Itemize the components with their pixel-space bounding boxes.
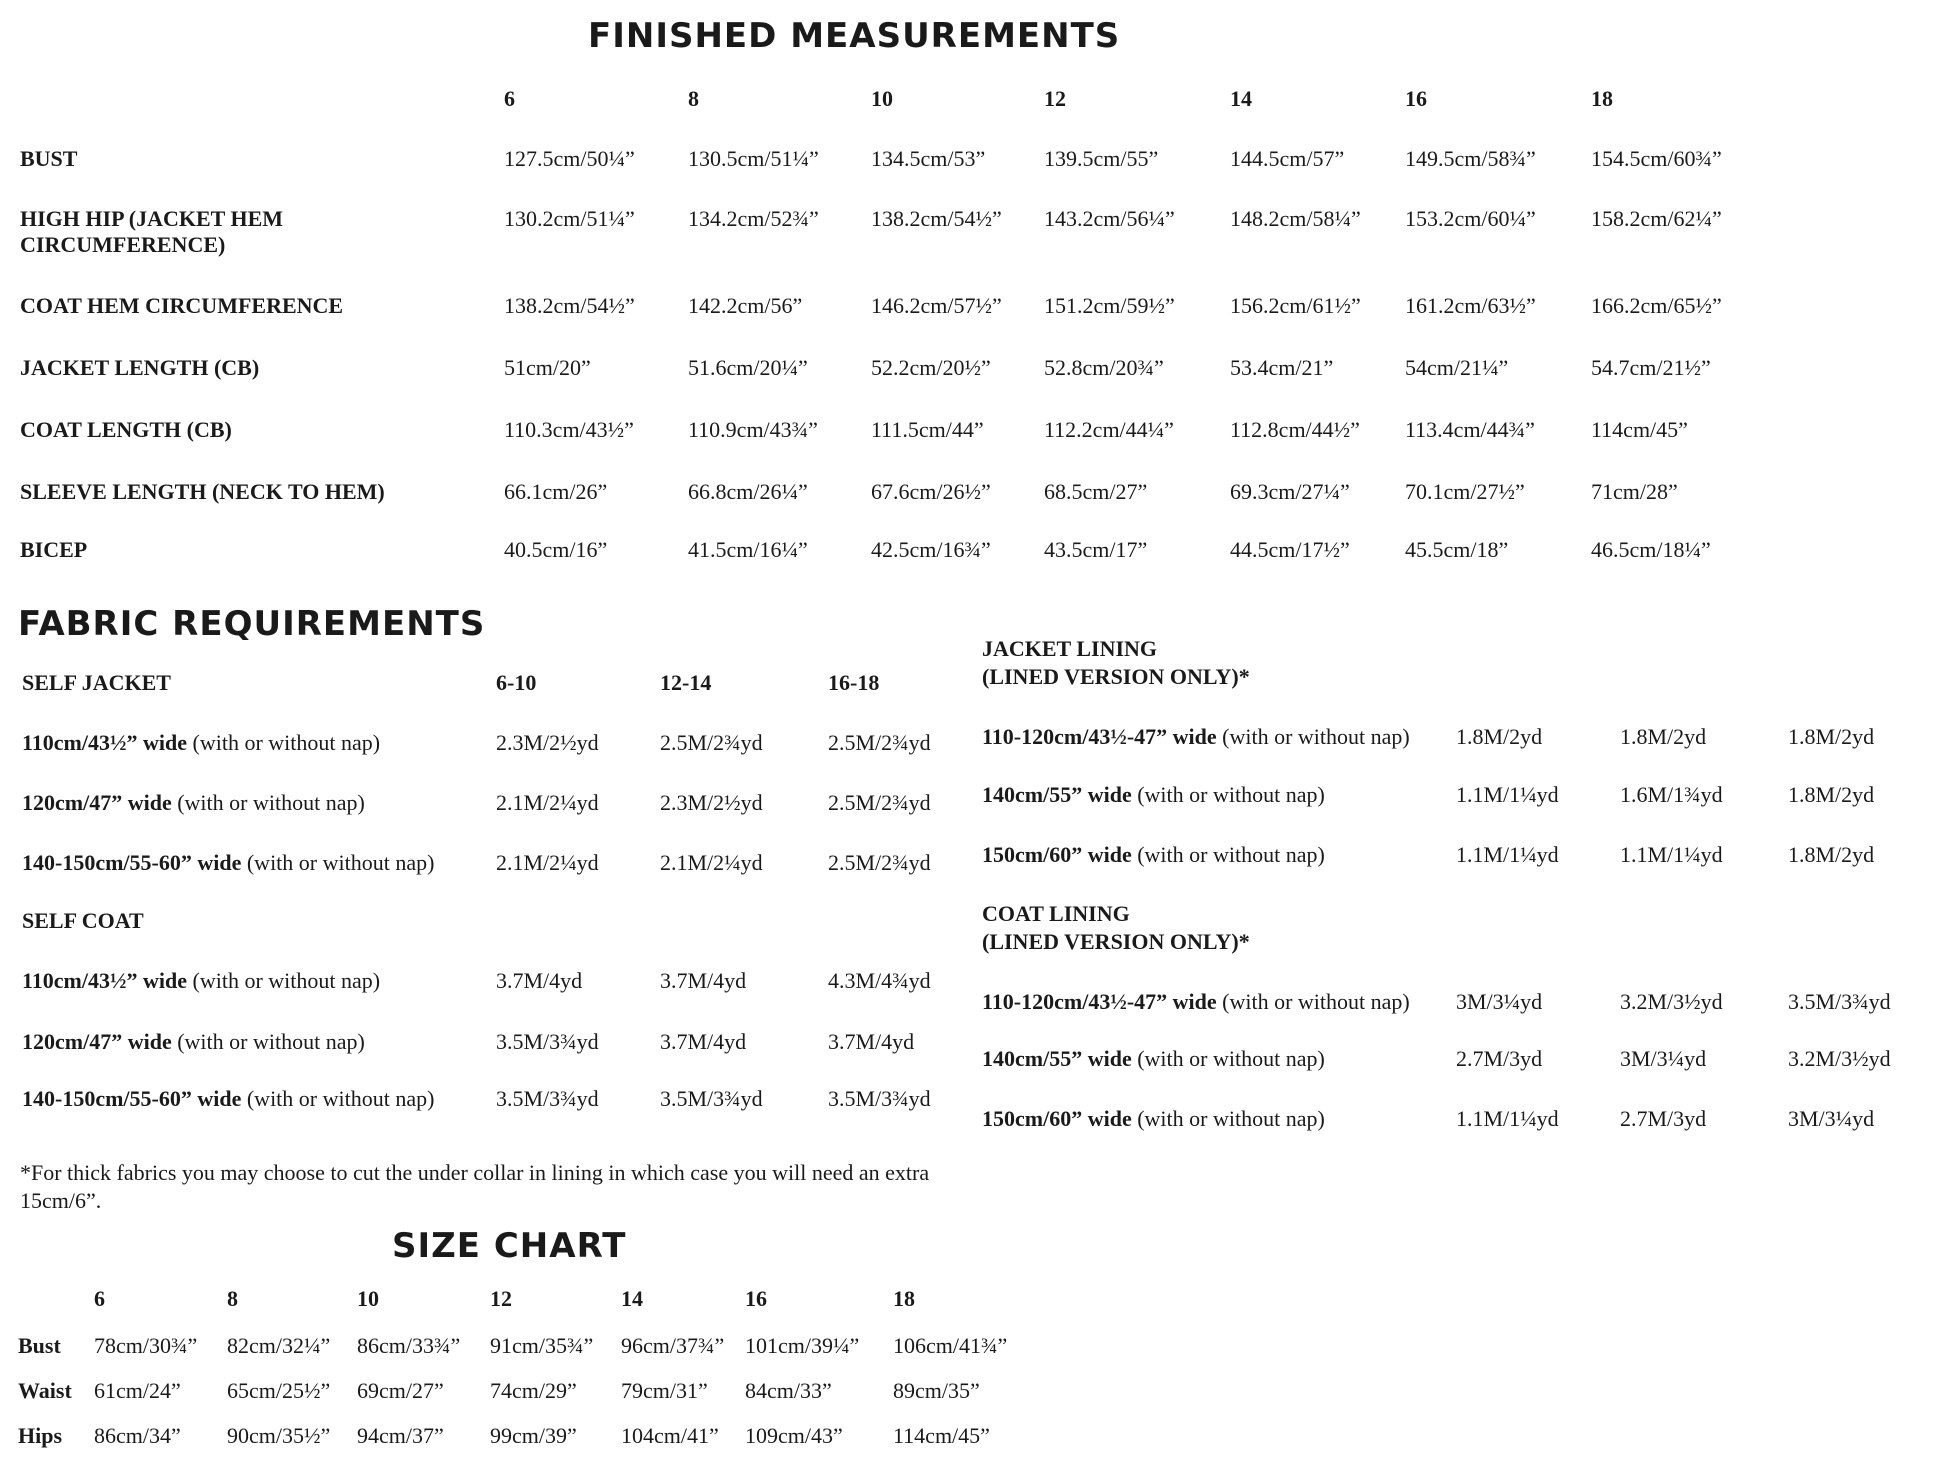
fabric-nap-note: (with or without nap) [1131, 1106, 1325, 1131]
fabric-width-row-label [22, 790, 365, 816]
fabric-width: 110-120cm/43½-47” wide [982, 724, 1217, 749]
fabric-yardage-cell: 4.3M/4¾yd [828, 968, 931, 993]
finished-value-cell: 70.1cm/27½” [1405, 479, 1525, 504]
size-chart-value-cell: 86cm/34” [94, 1423, 181, 1448]
finished-size-header: 16 [1405, 86, 1427, 111]
fabric-width: 120cm/47” wide [22, 790, 172, 815]
finished-value-cell: 40.5cm/16” [504, 537, 608, 562]
finished-row-label: HIGH HIP (JACKET HEM [20, 206, 284, 231]
fabric-yardage-cell: 2.7M/3yd [1456, 1046, 1543, 1071]
finished-size-header: 12 [1044, 86, 1066, 111]
finished-value-cell: 51.6cm/20¼” [688, 355, 808, 380]
finished-value-cell: 142.2cm/56” [688, 293, 803, 318]
fabric-yardage-cell: 1.8M/2yd [1788, 842, 1875, 867]
fabric-width: 150cm/60” wide [982, 1106, 1132, 1131]
finished-value-cell: 54.7cm/21½” [1591, 355, 1711, 380]
fabric-yardage-cell: 2.5M/2¾yd [660, 730, 763, 755]
size-chart-value-cell: 65cm/25½” [227, 1378, 331, 1403]
fabric-width: 120cm/47” wide [22, 1029, 172, 1054]
fabric-nap-note: (with or without nap) [1131, 782, 1325, 807]
fabric-nap-note: (with or without nap) [1216, 989, 1410, 1014]
fabric-nap-note: (with or without nap) [171, 1029, 365, 1054]
fabric-yardage-cell: 1.8M/2yd [1456, 724, 1543, 749]
fabric-yardage-cell: 1.1M/1¼yd [1456, 782, 1559, 807]
fabric-nap-note: (with or without nap) [241, 850, 435, 875]
size-chart-size-header: 8 [227, 1286, 238, 1311]
finished-value-cell: 53.4cm/21” [1230, 355, 1334, 380]
size-chart-value-cell: 91cm/35¾” [490, 1333, 594, 1358]
fabric-yardage-cell: 1.8M/2yd [1620, 724, 1707, 749]
fabric-width-row-label [22, 730, 380, 756]
finished-value-cell: 51cm/20” [504, 355, 591, 380]
finished-row-label: JACKET LENGTH (CB) [20, 355, 260, 380]
size-chart-size-header: 16 [745, 1286, 767, 1311]
finished-value-cell: 43.5cm/17” [1044, 537, 1148, 562]
fabric-yardage-cell: 1.1M/1¼yd [1620, 842, 1723, 867]
size-chart-row-label: Hips [18, 1423, 63, 1448]
fabric-requirements-title: FABRIC REQUIREMENTS [18, 604, 486, 644]
size-chart-value-cell: 61cm/24” [94, 1378, 181, 1403]
fabric-width: 110cm/43½” wide [22, 968, 187, 993]
finished-measurements-title: FINISHED MEASUREMENTS [588, 16, 1121, 56]
finished-value-cell: 112.8cm/44½” [1230, 417, 1360, 442]
fabric-yardage-cell: 3M/3¼yd [1788, 1106, 1875, 1131]
fabric-nap-note: (with or without nap) [187, 730, 381, 755]
self-jacket-title: SELF JACKET [22, 670, 171, 695]
finished-row-label: BUST [20, 146, 78, 171]
finished-value-cell: 112.2cm/44¼” [1044, 417, 1174, 442]
finished-value-cell: 134.2cm/52¾” [688, 206, 819, 231]
finished-value-cell: 127.5cm/50¼” [504, 146, 635, 171]
size-chart-value-cell: 104cm/41” [621, 1423, 719, 1448]
fabric-yardage-cell: 3.5M/3¾yd [496, 1029, 599, 1054]
size-chart-value-cell: 96cm/37¾” [621, 1333, 725, 1358]
fabric-nap-note: (with or without nap) [1131, 1046, 1325, 1071]
finished-row-label: SLEEVE LENGTH (NECK TO HEM) [20, 479, 385, 504]
size-chart-row-label: Waist [18, 1378, 72, 1403]
fabric-footnote: 15cm/6”. [20, 1188, 102, 1213]
fabric-width-row-label [22, 850, 434, 876]
finished-size-header: 10 [871, 86, 893, 111]
finished-value-cell: 110.9cm/43¾” [688, 417, 818, 442]
finished-value-cell: 153.2cm/60¼” [1405, 206, 1536, 231]
size-chart-value-cell: 114cm/45” [893, 1423, 990, 1448]
finished-value-cell: 69.3cm/27¼” [1230, 479, 1350, 504]
fabric-footnote: *For thick fabrics you may choose to cut the under collar in lining in which case you will need an extra [20, 1160, 930, 1185]
finished-value-cell: 68.5cm/27” [1044, 479, 1148, 504]
fabric-width-row-label [22, 968, 380, 994]
size-chart-row-label: Bust [18, 1333, 61, 1358]
size-chart-value-cell: 86cm/33¾” [357, 1333, 461, 1358]
fabric-nap-note: (with or without nap) [1216, 724, 1410, 749]
finished-value-cell: 45.5cm/18” [1405, 537, 1509, 562]
finished-value-cell: 110.3cm/43½” [504, 417, 634, 442]
finished-value-cell: 158.2cm/62¼” [1591, 206, 1722, 231]
finished-value-cell: 139.5cm/55” [1044, 146, 1159, 171]
fabric-width: 110-120cm/43½-47” wide [982, 989, 1217, 1014]
finished-value-cell: 144.5cm/57” [1230, 146, 1345, 171]
fabric-yardage-cell: 3.7M/4yd [660, 1029, 747, 1054]
size-chart-value-cell: 69cm/27” [357, 1378, 444, 1403]
size-chart-value-cell: 109cm/43” [745, 1423, 843, 1448]
finished-value-cell: 143.2cm/56¼” [1044, 206, 1175, 231]
finished-row-label: COAT HEM CIRCUMFERENCE [20, 293, 344, 318]
size-chart-size-header: 12 [490, 1286, 512, 1311]
size-chart-size-header: 10 [357, 1286, 379, 1311]
fabric-width: 140-150cm/55-60” wide [22, 850, 242, 875]
fabric-width-row-label [982, 782, 1325, 808]
fabric-width-row-label [22, 1029, 365, 1055]
fabric-yardage-cell: 2.1M/2¼yd [660, 850, 763, 875]
finished-value-cell: 149.5cm/58¾” [1405, 146, 1536, 171]
fabric-yardage-cell: 2.3M/2½yd [496, 730, 599, 755]
fabric-yardage-cell: 2.5M/2¾yd [828, 850, 931, 875]
fabric-yardage-cell: 3.2M/3½yd [1620, 989, 1723, 1014]
size-chart-value-cell: 106cm/41¾” [893, 1333, 1008, 1358]
fabric-yardage-cell: 3.7M/4yd [660, 968, 747, 993]
fabric-yardage-cell: 1.1M/1¼yd [1456, 1106, 1559, 1131]
fabric-width: 140cm/55” wide [982, 782, 1132, 807]
fabric-yardage-cell: 1.6M/1¾yd [1620, 782, 1723, 807]
size-chart-size-header: 6 [94, 1286, 105, 1311]
size-chart-value-cell: 89cm/35” [893, 1378, 980, 1403]
finished-value-cell: 46.5cm/18¼” [1591, 537, 1711, 562]
fabric-width: 110cm/43½” wide [22, 730, 187, 755]
finished-value-cell: 146.2cm/57½” [871, 293, 1002, 318]
size-chart-title: SIZE CHART [392, 1226, 627, 1266]
finished-size-header: 6 [504, 86, 515, 111]
coat-lining-title: (LINED VERSION ONLY)* [982, 929, 1250, 954]
finished-value-cell: 41.5cm/16¼” [688, 537, 808, 562]
self-coat-title: SELF COAT [22, 908, 144, 933]
coat-lining-title: COAT LINING [982, 901, 1130, 926]
fabric-width: 140-150cm/55-60” wide [22, 1086, 242, 1111]
finished-row-label: COAT LENGTH (CB) [20, 417, 232, 442]
finished-size-header: 14 [1230, 86, 1252, 111]
finished-value-cell: 166.2cm/65½” [1591, 293, 1722, 318]
fabric-yardage-cell: 3.5M/3¾yd [828, 1086, 931, 1111]
finished-value-cell: 138.2cm/54½” [504, 293, 635, 318]
fabric-width: 140cm/55” wide [982, 1046, 1132, 1071]
size-chart-value-cell: 79cm/31” [621, 1378, 708, 1403]
size-chart-size-header: 18 [893, 1286, 915, 1311]
size-chart-value-cell: 84cm/33” [745, 1378, 832, 1403]
fabric-width-row-label [982, 1106, 1325, 1132]
size-chart-value-cell: 99cm/39” [490, 1423, 577, 1448]
fabric-range-header: 12-14 [660, 670, 712, 695]
fabric-width-row-label [982, 842, 1325, 868]
finished-value-cell: 71cm/28” [1591, 479, 1678, 504]
finished-value-cell: 156.2cm/61½” [1230, 293, 1361, 318]
fabric-width-row-label [982, 989, 1410, 1015]
fabric-width-row-label [982, 724, 1410, 750]
fabric-yardage-cell: 3.2M/3½yd [1788, 1046, 1891, 1071]
finished-value-cell: 113.4cm/44¾” [1405, 417, 1535, 442]
jacket-lining-title: JACKET LINING [982, 636, 1158, 661]
size-chart-size-header: 14 [621, 1286, 643, 1311]
fabric-range-header: 16-18 [828, 670, 880, 695]
fabric-yardage-cell: 1.1M/1¼yd [1456, 842, 1559, 867]
finished-value-cell: 130.5cm/51¼” [688, 146, 819, 171]
fabric-yardage-cell: 2.3M/2½yd [660, 790, 763, 815]
fabric-yardage-cell: 2.1M/2¼yd [496, 790, 599, 815]
fabric-yardage-cell: 2.7M/3yd [1620, 1106, 1707, 1131]
size-chart-value-cell: 82cm/32¼” [227, 1333, 331, 1358]
fabric-yardage-cell: 3.5M/3¾yd [1788, 989, 1891, 1014]
fabric-yardage-cell: 2.5M/2¾yd [828, 730, 931, 755]
finished-value-cell: 52.8cm/20¾” [1044, 355, 1164, 380]
finished-value-cell: 148.2cm/58¼” [1230, 206, 1361, 231]
fabric-yardage-cell: 3.7M/4yd [496, 968, 583, 993]
finished-value-cell: 154.5cm/60¾” [1591, 146, 1722, 171]
fabric-width-row-label [22, 1086, 434, 1112]
fabric-width-row-label [982, 1046, 1325, 1072]
finished-value-cell: 161.2cm/63½” [1405, 293, 1536, 318]
finished-value-cell: 42.5cm/16¾” [871, 537, 991, 562]
size-chart-value-cell: 74cm/29” [490, 1378, 577, 1403]
fabric-yardage-cell: 3.5M/3¾yd [496, 1086, 599, 1111]
finished-value-cell: 114cm/45” [1591, 417, 1688, 442]
fabric-yardage-cell: 3M/3¼yd [1620, 1046, 1707, 1071]
size-chart-value-cell: 78cm/30¾” [94, 1333, 198, 1358]
finished-value-cell: 54cm/21¼” [1405, 355, 1509, 380]
fabric-yardage-cell: 2.1M/2¼yd [496, 850, 599, 875]
finished-value-cell: 67.6cm/26½” [871, 479, 991, 504]
finished-row-label: CIRCUMFERENCE) [20, 232, 226, 257]
finished-value-cell: 44.5cm/17½” [1230, 537, 1350, 562]
finished-value-cell: 66.1cm/26” [504, 479, 608, 504]
finished-size-header: 18 [1591, 86, 1613, 111]
finished-value-cell: 130.2cm/51¼” [504, 206, 635, 231]
fabric-yardage-cell: 1.8M/2yd [1788, 782, 1875, 807]
fabric-yardage-cell: 3.7M/4yd [828, 1029, 915, 1054]
fabric-yardage-cell: 2.5M/2¾yd [828, 790, 931, 815]
finished-value-cell: 111.5cm/44” [871, 417, 984, 442]
size-chart-value-cell: 101cm/39¼” [745, 1333, 860, 1358]
fabric-yardage-cell: 3M/3¼yd [1456, 989, 1543, 1014]
finished-row-label: BICEP [20, 537, 88, 562]
finished-value-cell: 138.2cm/54½” [871, 206, 1002, 231]
fabric-range-header: 6-10 [496, 670, 537, 695]
fabric-yardage-cell: 3.5M/3¾yd [660, 1086, 763, 1111]
fabric-nap-note: (with or without nap) [187, 968, 381, 993]
fabric-nap-note: (with or without nap) [171, 790, 365, 815]
finished-size-header: 8 [688, 86, 699, 111]
fabric-nap-note: (with or without nap) [1131, 842, 1325, 867]
fabric-yardage-cell: 1.8M/2yd [1788, 724, 1875, 749]
fabric-nap-note: (with or without nap) [241, 1086, 435, 1111]
finished-value-cell: 52.2cm/20½” [871, 355, 991, 380]
size-chart-value-cell: 90cm/35½” [227, 1423, 331, 1448]
finished-value-cell: 66.8cm/26¼” [688, 479, 808, 504]
size-chart-value-cell: 94cm/37” [357, 1423, 444, 1448]
jacket-lining-title: (LINED VERSION ONLY)* [982, 664, 1250, 689]
fabric-width: 150cm/60” wide [982, 842, 1132, 867]
finished-value-cell: 134.5cm/53” [871, 146, 986, 171]
finished-value-cell: 151.2cm/59½” [1044, 293, 1175, 318]
